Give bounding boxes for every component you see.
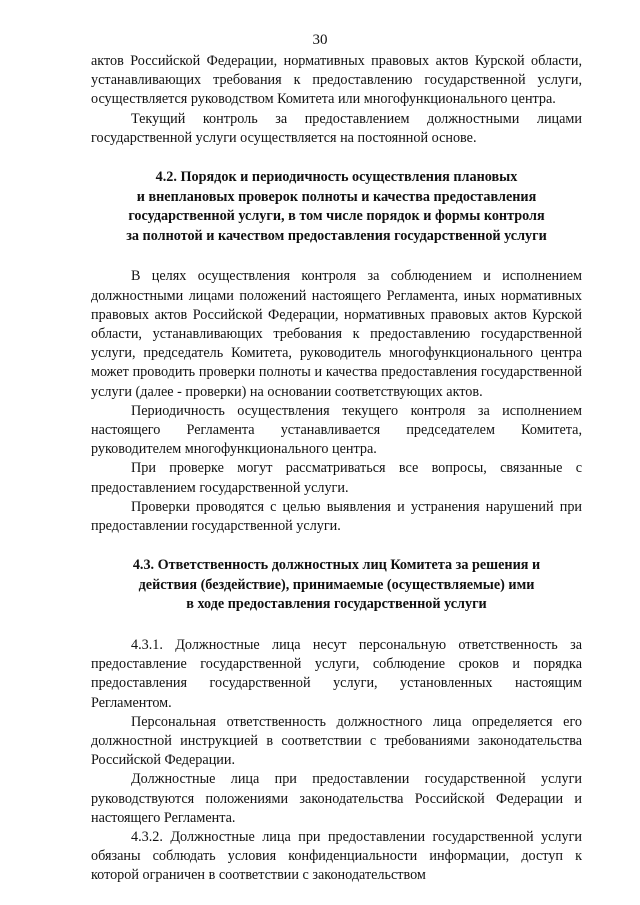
section-4-3-heading xyxy=(91,556,582,615)
section-4-2-heading-line: 4.2. Порядок и периодичность осуществления плановых xyxy=(155,169,518,186)
section-4-3-heading-line: действия (бездействие), принимаемые (осуществляемые) ими xyxy=(138,576,535,593)
section-4-3-paragraph: Персональная ответственность должностного лица определяется его должностной инструкцией в соответствии с требованиями законодательства Российской Федерации. xyxy=(91,713,582,769)
section-4-3-heading-line: 4.3. Ответственность должностных лиц Комитета за решения и xyxy=(132,557,541,574)
paragraph-continuation: актов Российской Федерации, нормативных правовых актов Курской области, устанавливающих требования к предоставлению государственной услуги, осуществляется руководством Комитета или многофункционального центра. xyxy=(91,53,582,108)
section-4-2-heading-line: за полнотой и качеством предоставления государственной услуги xyxy=(126,227,547,244)
paragraph-current-control: Текущий контроль за предоставлением должностными лицами государственной услуги осуществляется на постоянной основе. xyxy=(91,110,582,146)
section-4-2-heading xyxy=(91,168,582,246)
section-4-3-heading-line: в ходе предоставления государственной услуги xyxy=(186,596,487,613)
section-4-2-paragraph: Проверки проводятся с целью выявления и устранения нарушений при предоставлении государственной услуги. xyxy=(91,498,582,535)
section-4-2-paragraph: В целях осуществления контроля за соблюдением и исполнением должностными лицами положений настоящего Регламента, иных нормативных правовых актов Российской Федерации, нормативных правовых актов Курской области, устанавливающих требования к предоставлению государственной услуги, председатель Комитета, руководитель многофункционального центра может проводить проверки полноты и качества предоставления государственной услуги (далее - проверки) на основании соответствующих актов. xyxy=(91,268,582,400)
section-4-3-paragraph: 4.3.1. Должностные лица несут персональную ответственность за предоставление государственной услуги, соблюдение сроков и порядка предоставления государственной услуги, установленных настоящим Регламентом. xyxy=(91,637,582,711)
page-number: 30 xyxy=(312,32,328,48)
section-4-3-paragraph: Должностные лица при предоставлении государственной услуги руководствуются положениями законодательства Российской Федерации и настоящего Регламента. xyxy=(91,771,582,826)
document-body xyxy=(91,52,582,886)
section-4-2-heading-line: и внеплановых проверок полноты и качества предоставления xyxy=(136,188,537,205)
section-4-3-paragraph: 4.3.2. Должностные лица при предоставлении государственной услуги обязаны соблюдать условия конфиденциальности информации, доступ к которой ограничен в соответствии с законодательством xyxy=(91,829,582,884)
section-4-2-paragraph: Периодичность осуществления текущего контроля за исполнением настоящего Регламента устанавливается председателем Комитета, руководителем многофункционального центра. xyxy=(91,402,582,458)
section-4-2-heading-line: государственной услуги, в том числе порядок и формы контроля xyxy=(128,208,545,225)
section-4-2-paragraph: При проверке могут рассматриваться все вопросы, связанные с предоставлением государственной услуги. xyxy=(91,460,582,496)
